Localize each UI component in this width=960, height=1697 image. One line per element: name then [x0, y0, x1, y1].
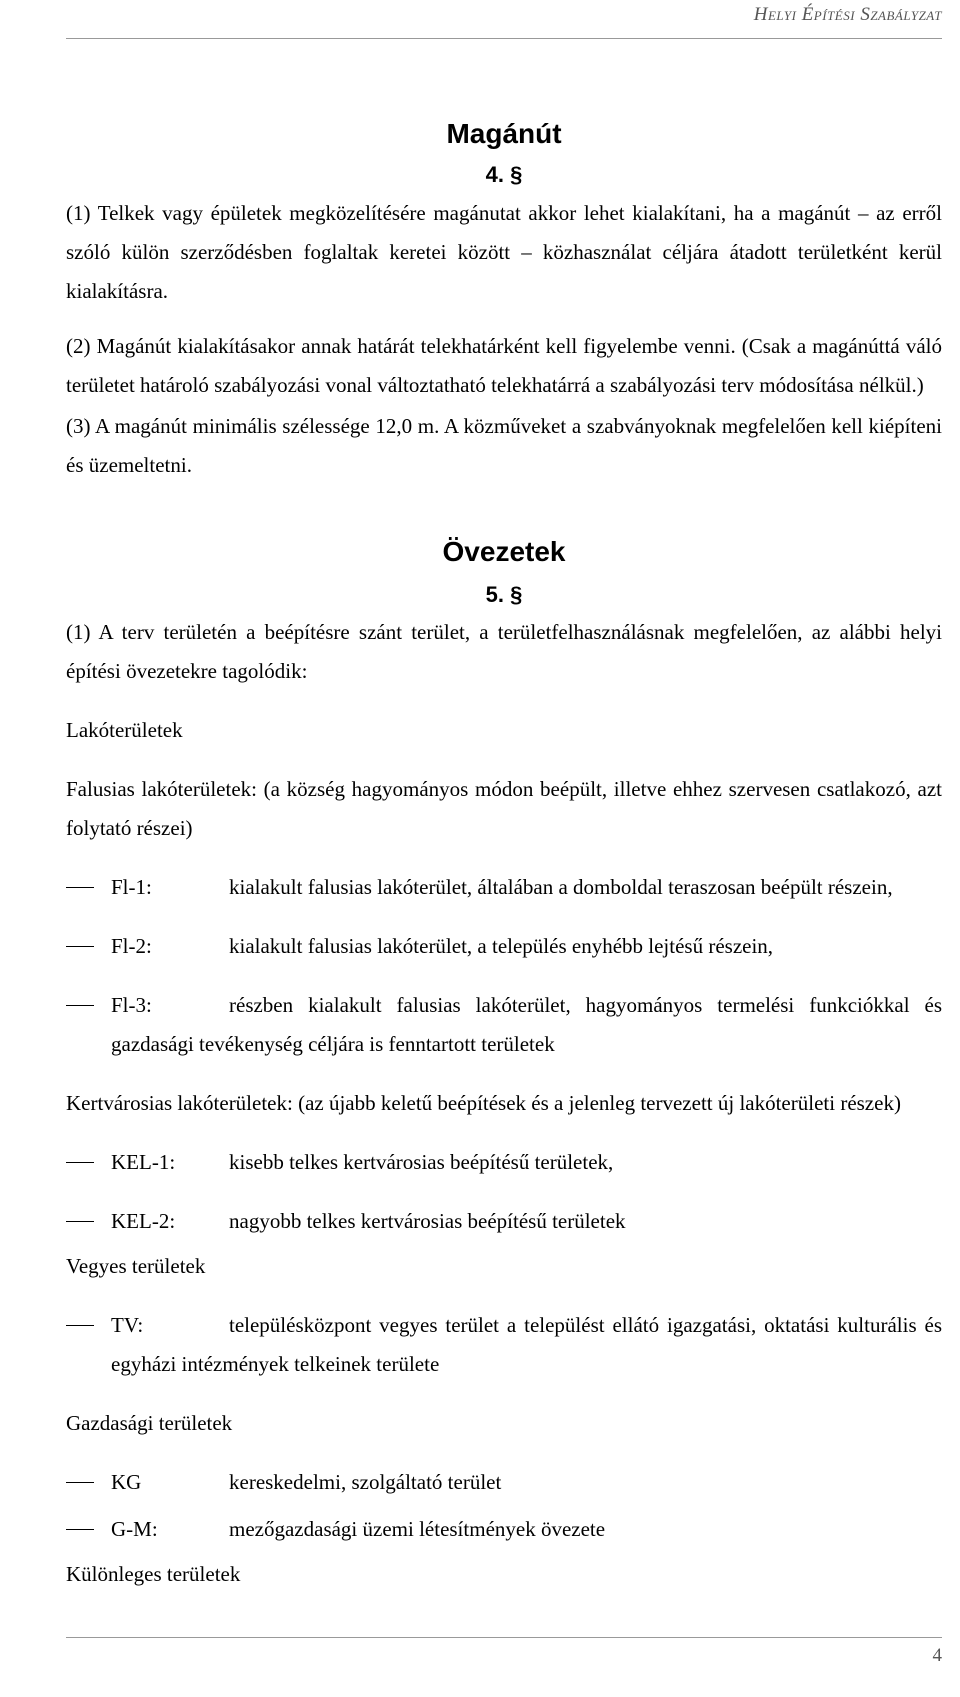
zone-text: kialakult falusias lakóterület, általában a domboldal teraszosan beépült részein,: [229, 875, 893, 899]
zone-code: KEL-2:: [111, 1209, 176, 1233]
running-header: Helyi Építési Szabályzat: [753, 4, 942, 25]
section-5-title: Övezetek: [442, 536, 566, 567]
zone-text: mezőgazdasági üzemi létesítmények övezete: [229, 1517, 606, 1541]
zone-text: nagyobb telkes kertvárosias beépítésű területek: [229, 1209, 626, 1233]
falusias-intro: Falusias lakóterületek: (a község hagyományos módon beépült, illetve ehhez szervesen csatlakozó, azt folytató részei): [66, 777, 942, 840]
zone-item-g-m: [66, 1510, 942, 1549]
vegyes-heading: Vegyes területek: [66, 1254, 206, 1278]
zone-code: Fl-1:: [111, 875, 152, 899]
footer-rule: [66, 1637, 942, 1638]
section-4-paragraph-3: (3) A magánút minimális szélessége 12,0 m. A közműveket a szabványoknak megfelelően kell kiépíteni és üzemeltetni.: [66, 414, 942, 477]
zone-item-fl-3: [66, 986, 942, 1064]
zone-item-fl-1: [66, 868, 942, 907]
zone-code: Fl-2:: [111, 934, 152, 958]
gazdasagi-heading: Gazdasági területek: [66, 1411, 233, 1435]
section-4-number: 4. §: [485, 162, 523, 187]
section-5-paragraph-1: (1) A terv területén a beépítésre szánt terület, a területfelhasználásnak megfelelően, az alábbi helyi építési övezetekre tagolódik:: [66, 620, 942, 683]
kertvarosias-intro: Kertvárosias lakóterületek: (az újabb keletű beépítések és a jelenleg tervezett új lakóterületi részek): [66, 1091, 901, 1115]
zone-item-kel-2: [66, 1202, 942, 1241]
zone-item-kel-1: [66, 1143, 942, 1182]
zone-item-tv: [66, 1306, 942, 1384]
zone-text: részben kialakult falusias lakóterület, hagyományos termelési funkciókkal és gazdasági tevékenység céljára is fenntartott területek: [111, 993, 942, 1056]
section-5-number: 5. §: [485, 582, 523, 607]
zone-text: településközpont vegyes terület a települést ellátó igazgatási, oktatási kulturális és egyházi intézmények telkeinek területe: [111, 1313, 942, 1376]
section-4-title: Magánút: [446, 118, 562, 149]
zone-text: kisebb telkes kertvárosias beépítésű területek,: [229, 1150, 614, 1174]
zone-code: KG: [111, 1470, 142, 1494]
zone-code: KEL-1:: [111, 1150, 176, 1174]
zone-code: TV:: [111, 1313, 144, 1337]
page-body: [66, 0, 942, 1594]
section-4-paragraph-1: (1) Telkek vagy épületek megközelítésére magánutat akkor lehet kialakítani, ha a magánút – az erről szóló külön szerződésben foglaltak keretei között – közhasználat céljára átadott területként kerül kialakításra.: [66, 201, 942, 303]
zone-item-fl-2: [66, 927, 942, 966]
section-4-paragraph-2: (2) Magánút kialakításakor annak határát telekhatárként kell figyelembe venni. (Csak a magánúttá váló területet határoló szabályozási vonal változtatható telekhatárrá a szabályozási terv módosítása nélkül.): [66, 334, 942, 397]
kulonleges-heading: Különleges területek: [66, 1562, 241, 1586]
zone-code: G-M:: [111, 1517, 158, 1541]
zone-text: kereskedelmi, szolgáltató terület: [229, 1470, 502, 1494]
zone-code: Fl-3:: [111, 993, 152, 1017]
zone-item-kg: [66, 1463, 942, 1502]
page-number: 4: [932, 1645, 942, 1666]
lakoteruletek-heading: Lakóterületek: [66, 718, 183, 742]
zone-text: kialakult falusias lakóterület, a település enyhébb lejtésű részein,: [229, 934, 774, 958]
